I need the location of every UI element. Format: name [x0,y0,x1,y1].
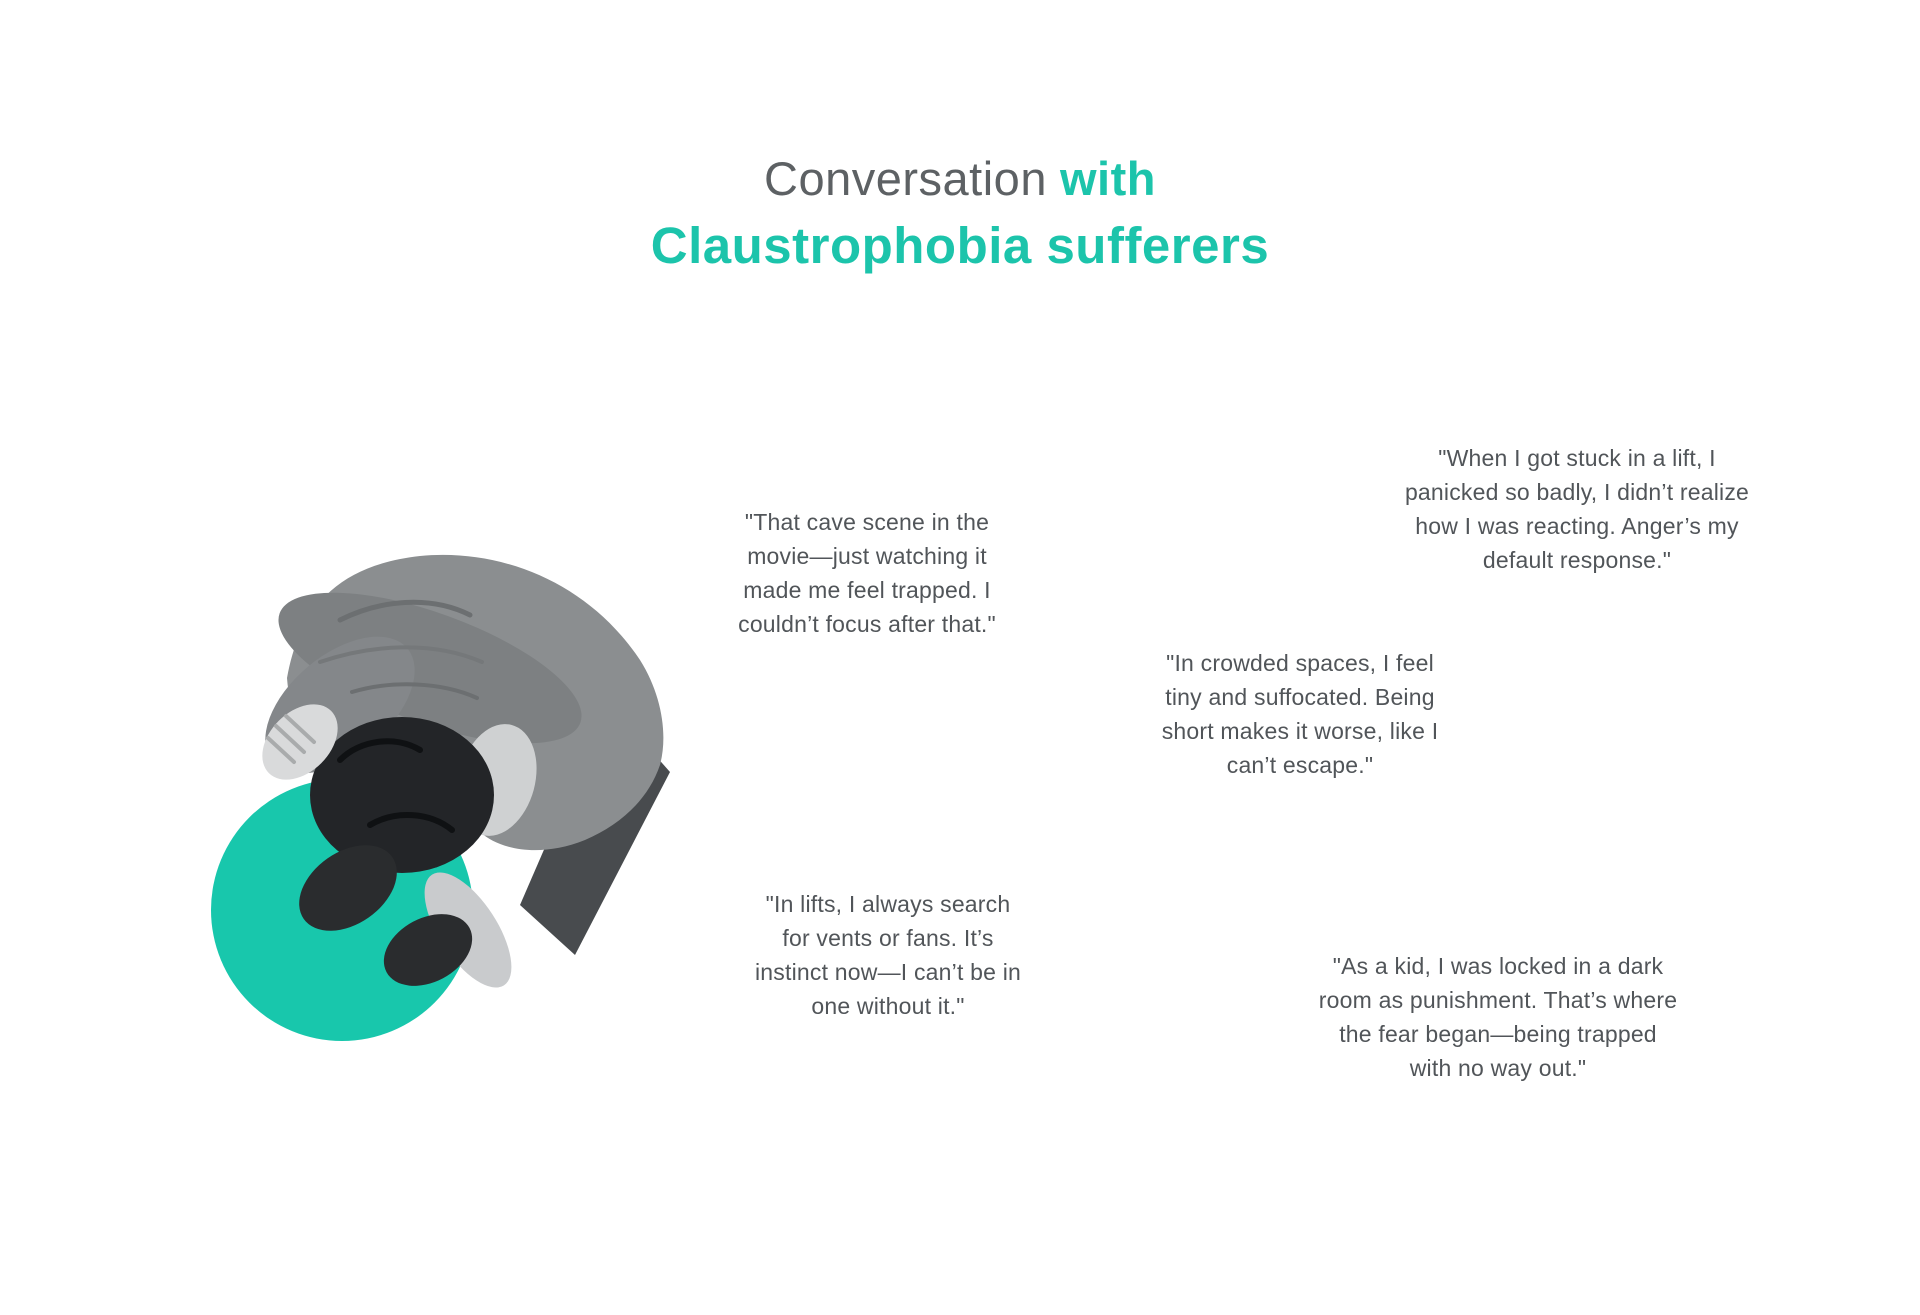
title-line-1 [0,148,1920,210]
quote-line: room as punishment. That’s where [1318,987,1678,1013]
claustrophobia-person-illustration [140,430,700,1060]
quote-line: with no way out." [1409,1055,1587,1081]
quote-line: made me feel trapped. I [743,577,991,603]
quote-cave-scene [738,505,996,641]
quote-line: can’t escape." [1226,752,1374,778]
quote-line: "As a kid, I was locked in a dark [1332,953,1664,979]
title-word-with: with [1059,152,1156,205]
quote-line: panicked so badly, I didn’t realize [1404,479,1750,505]
quote-crowded-spaces [1162,646,1439,782]
quote-line: "In crowded spaces, I feel [1166,650,1434,676]
quote-line: "When I got stuck in a lift, I [1438,445,1716,471]
quote-line: tiny and suffocated. Being [1165,684,1435,710]
quote-line: "That cave scene in the [744,509,990,535]
title-word-conversation: Conversation [764,152,1047,205]
quote-line: for vents or fans. It’s [782,925,994,951]
quote-line: short makes it worse, like I [1161,718,1439,744]
quote-line: "In lifts, I always search [765,891,1011,917]
quote-line: movie—just watching it [747,543,987,569]
quote-line: how I was reacting. Anger’s my [1415,513,1739,539]
quote-vents-fans [755,887,1021,1023]
quote-line: the fear began—being trapped [1339,1021,1657,1047]
quote-line: couldn’t focus after that." [738,611,996,637]
page-title [0,148,1920,279]
quote-line: instinct now—I can’t be in [755,959,1021,985]
quote-stuck-in-lift [1405,441,1749,577]
quote-line: default response." [1482,547,1672,573]
quote-dark-room [1319,949,1677,1085]
title-line-2: Claustrophobia sufferers [650,217,1270,275]
quote-line: one without it." [811,993,965,1019]
